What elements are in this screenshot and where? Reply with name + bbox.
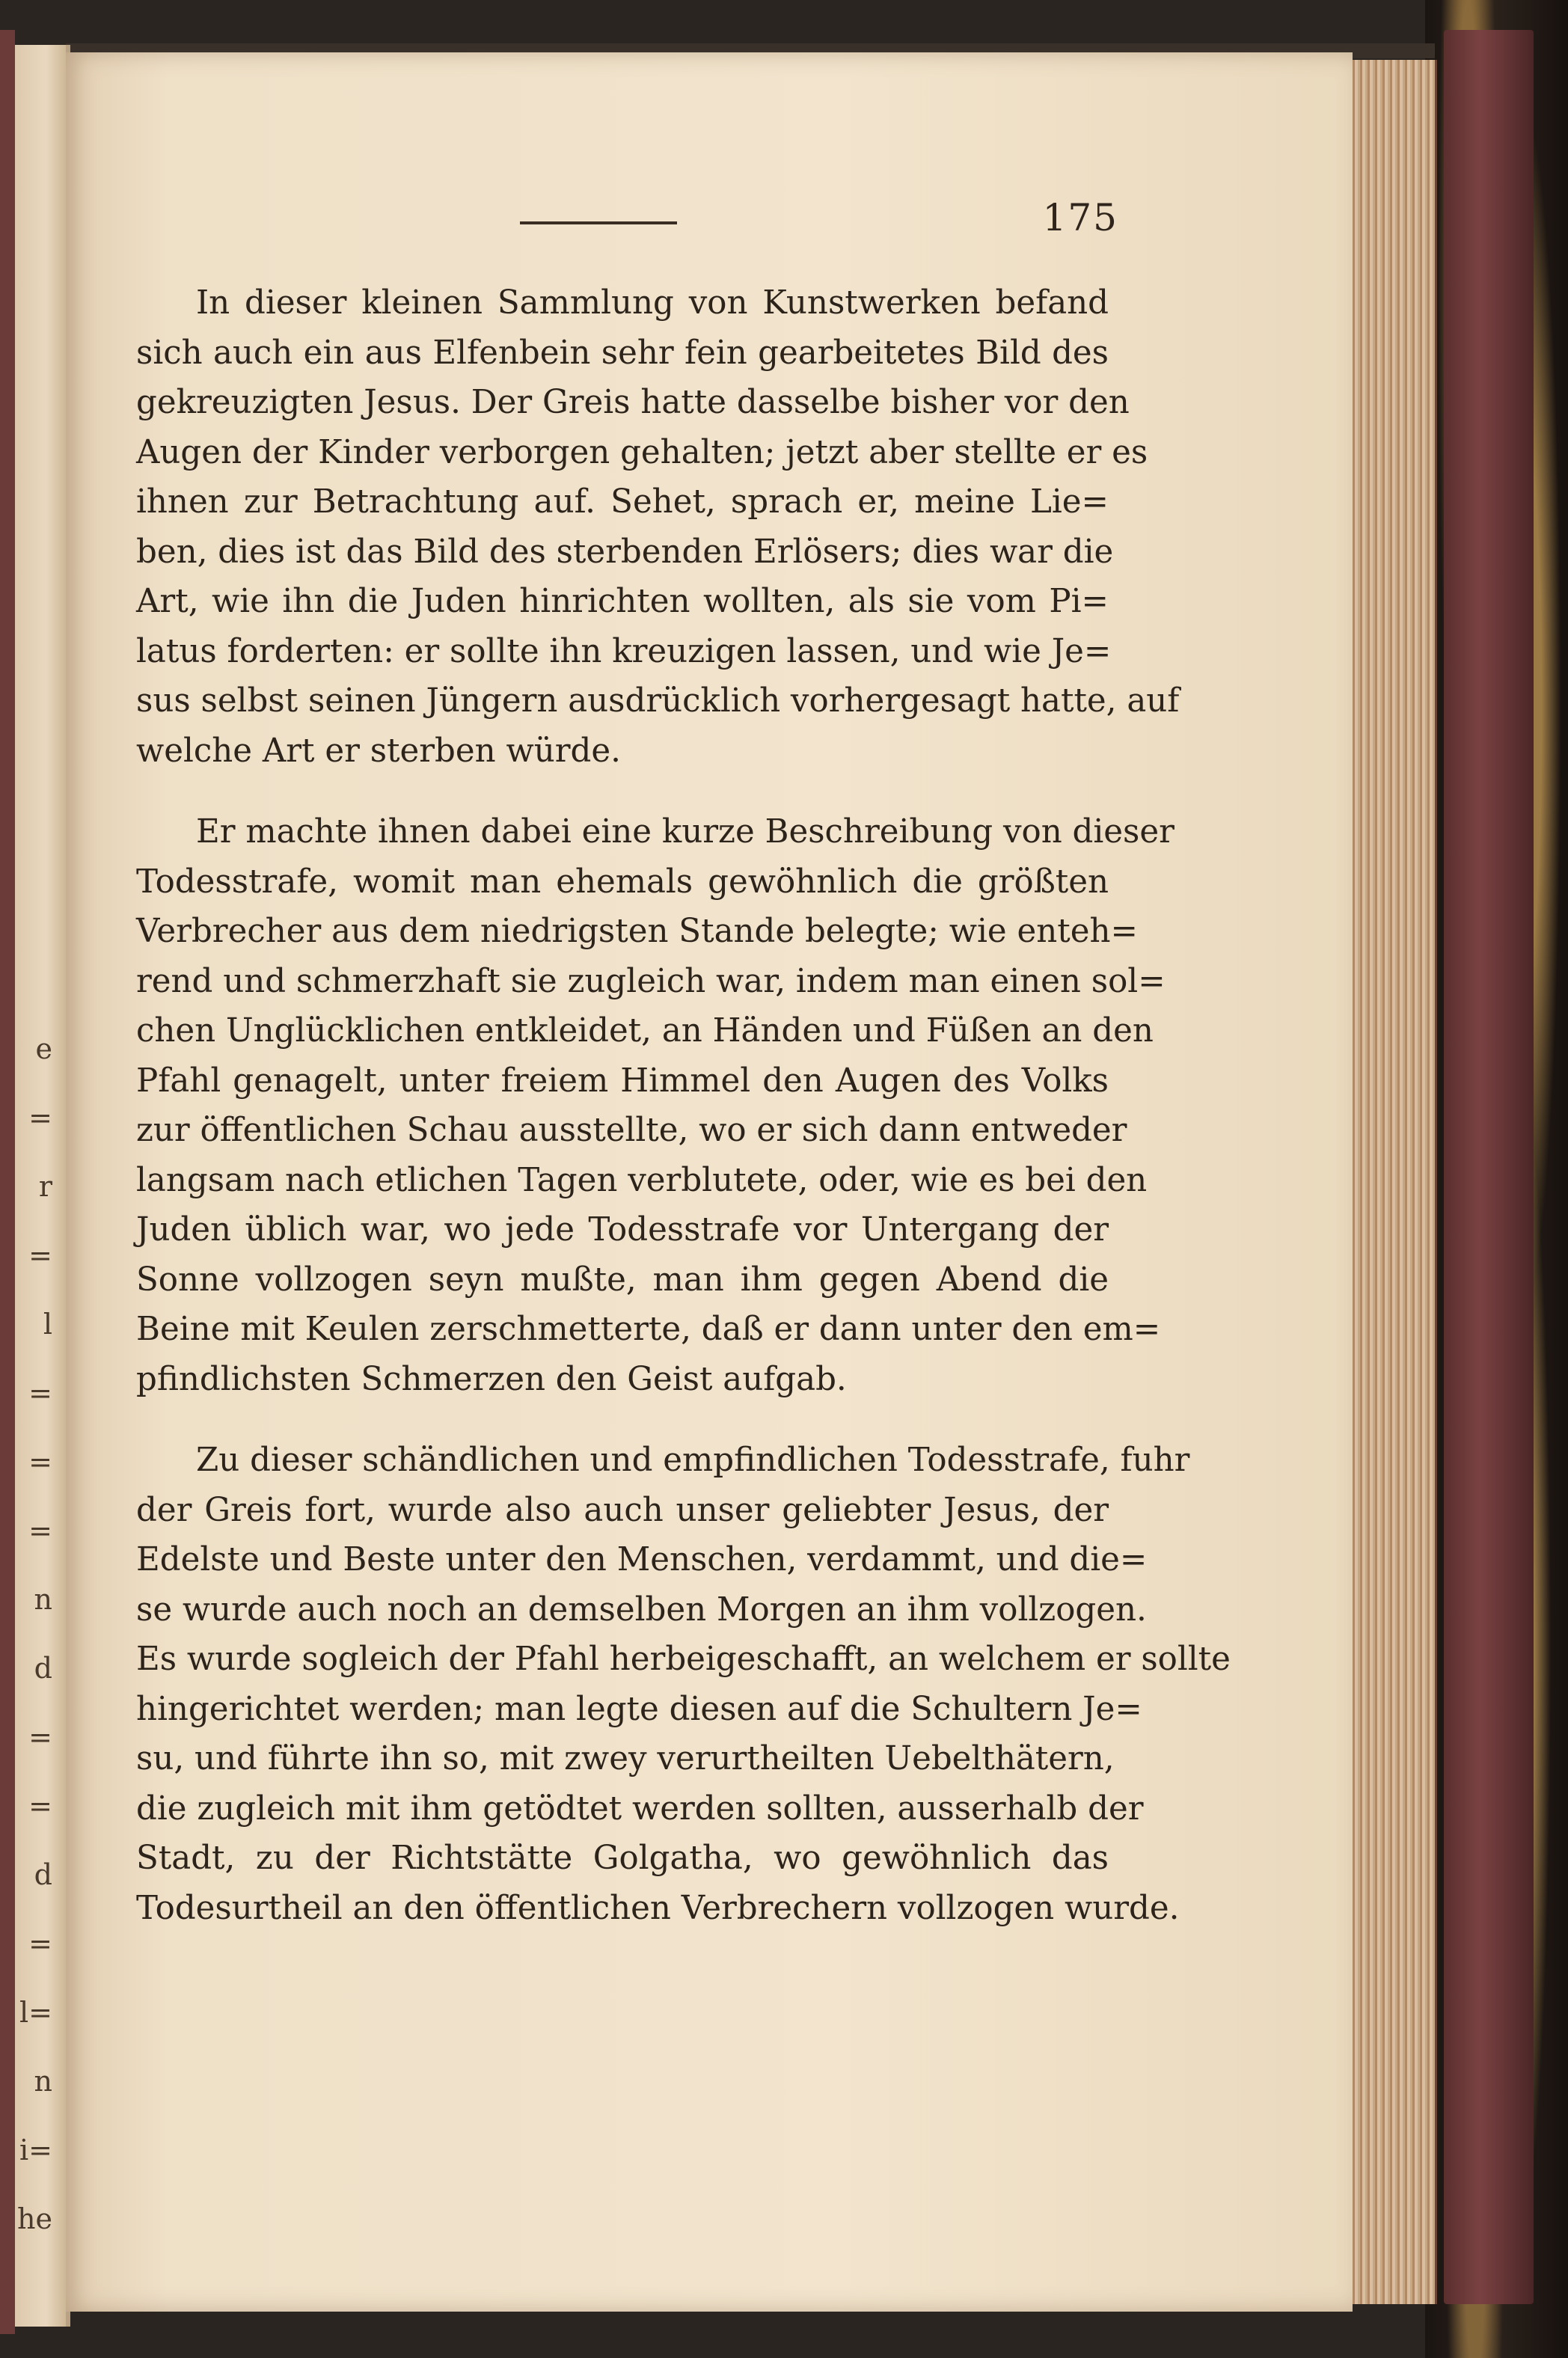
text-line: Juden üblich war, wo jede Todesstrafe vor Untergang der <box>136 1211 1109 1249</box>
text-line: Todesstrafe, womit man ehemals gewöhnlich die größten <box>136 863 1109 901</box>
text-line: der Greis fort, wurde also auch unser geliebter Jesus, der <box>136 1491 1109 1529</box>
text-line: Edelste und Beste unter den Menschen, verdammt, und die= <box>136 1541 1148 1578</box>
paragraph-gap <box>136 1404 1109 1436</box>
text-line: Verbrecher aus dem niedrigsten Stande belegte; wie enteh= <box>136 913 1138 950</box>
text-line: die zugleich mit ihm getödtet werden sollten, ausserhalb der <box>136 1789 1144 1828</box>
margin-glyph: e <box>35 1032 52 1065</box>
margin-glyph: r <box>38 1170 52 1203</box>
margin-glyph: = <box>28 1239 52 1272</box>
text-line: latus forderten: er sollte ihn kreuzigen lassen, und wie Je= <box>136 632 1112 670</box>
text-line: Es wurde sogleich der Pfahl herbeigeschafft, an welchem er sollte <box>136 1641 1231 1678</box>
margin-glyph: d <box>34 1652 52 1685</box>
text-line: zur öffentlichen Schau ausstellte, wo er sich dann entweder <box>136 1112 1127 1149</box>
margin-glyph: = <box>28 1721 52 1754</box>
text-line: gekreuzigten Jesus. Der Greis hatte dasselbe bisher vor den <box>136 384 1130 421</box>
margin-glyph: d <box>34 1858 52 1891</box>
text-line: Beine mit Keulen zerschmetterte, daß er dann unter den em= <box>136 1311 1161 1348</box>
margin-glyph: he <box>17 2202 52 2235</box>
cover-edge <box>1444 30 1534 2304</box>
margin-glyph: i= <box>19 2134 52 2166</box>
paragraph-gap <box>136 776 1109 807</box>
text-line: Er machte ihnen dabei eine kurze Beschreibung von dieser <box>196 813 1175 851</box>
text-line: Todesurtheil an den öffentlichen Verbrechern vollzogen wurde. <box>136 1889 1180 1927</box>
text-line: rend und schmerzhaft sie zugleich war, indem man einen sol= <box>136 962 1166 1000</box>
text-line: In dieser kleinen Sammlung von Kunstwerken befand <box>196 284 1109 322</box>
page-body-text <box>136 278 1231 1933</box>
text-line: Zu dieser schändlichen und empfindlichen Todesstrafe, fuhr <box>196 1442 1190 1479</box>
header-rule <box>520 221 677 224</box>
text-line: Sonne vollzogen seyn mußte, man ihm gegen Abend die <box>136 1261 1109 1299</box>
page-edges <box>1353 60 1437 2304</box>
text-line: ben, dies ist das Bild des sterbenden Erlösers; dies war die <box>136 533 1114 571</box>
text-line: Art, wie ihn die Juden hinrichten wollten, als sie vom Pi= <box>136 583 1109 620</box>
margin-glyph: = <box>28 1101 52 1134</box>
text-line: chen Unglücklichen entkleidet, an Händen und Füßen an den <box>136 1012 1154 1050</box>
left-spine <box>0 30 15 2334</box>
text-line: se wurde auch noch an demselben Morgen an ihm vollzogen. <box>136 1590 1147 1629</box>
margin-glyph: = <box>28 1445 52 1478</box>
text-line: sus selbst seinen Jüngern ausdrücklich vorhergesagt hatte, auf <box>136 682 1180 720</box>
text-line: welche Art er sterben würde. <box>136 732 621 770</box>
margin-glyph: = <box>28 1514 52 1547</box>
text-line: sich auch ein aus Elfenbein sehr fein gearbeitetes Bild des <box>136 334 1109 372</box>
text-line: langsam nach etlichen Tagen verblutete, oder, wie es bei den <box>136 1161 1148 1199</box>
margin-glyph: = <box>28 1789 52 1822</box>
margin-glyph: l <box>43 1308 52 1341</box>
text-line: su, und führte ihn so, mit zwey verurtheilten Uebelthätern, <box>136 1740 1115 1777</box>
previous-page-margin-text <box>15 0 52 2358</box>
text-line: ihnen zur Betrachtung auf. Sehet, sprach er, meine Lie= <box>136 483 1109 521</box>
margin-glyph: = <box>28 1376 52 1409</box>
margin-glyph: l= <box>19 1996 52 2029</box>
margin-glyph: n <box>34 1583 52 1616</box>
margin-glyph: = <box>28 1927 52 1960</box>
text-line: hingerichtet werden; man legte diesen auf die Schultern Je= <box>136 1690 1142 1728</box>
margin-glyph: n <box>34 2065 52 2098</box>
text-line: Augen der Kinder verborgen gehalten; jetzt aber stellte er es <box>136 433 1148 471</box>
page-number: 175 <box>1042 196 1118 239</box>
text-line: Pfahl genagelt, unter freiem Himmel den Augen des Volks <box>136 1062 1109 1100</box>
text-line: pfindlichsten Schmerzen den Geist aufgab. <box>136 1360 847 1398</box>
text-line: Stadt, zu der Richtstätte Golgatha, wo gewöhnlich das <box>136 1840 1109 1877</box>
